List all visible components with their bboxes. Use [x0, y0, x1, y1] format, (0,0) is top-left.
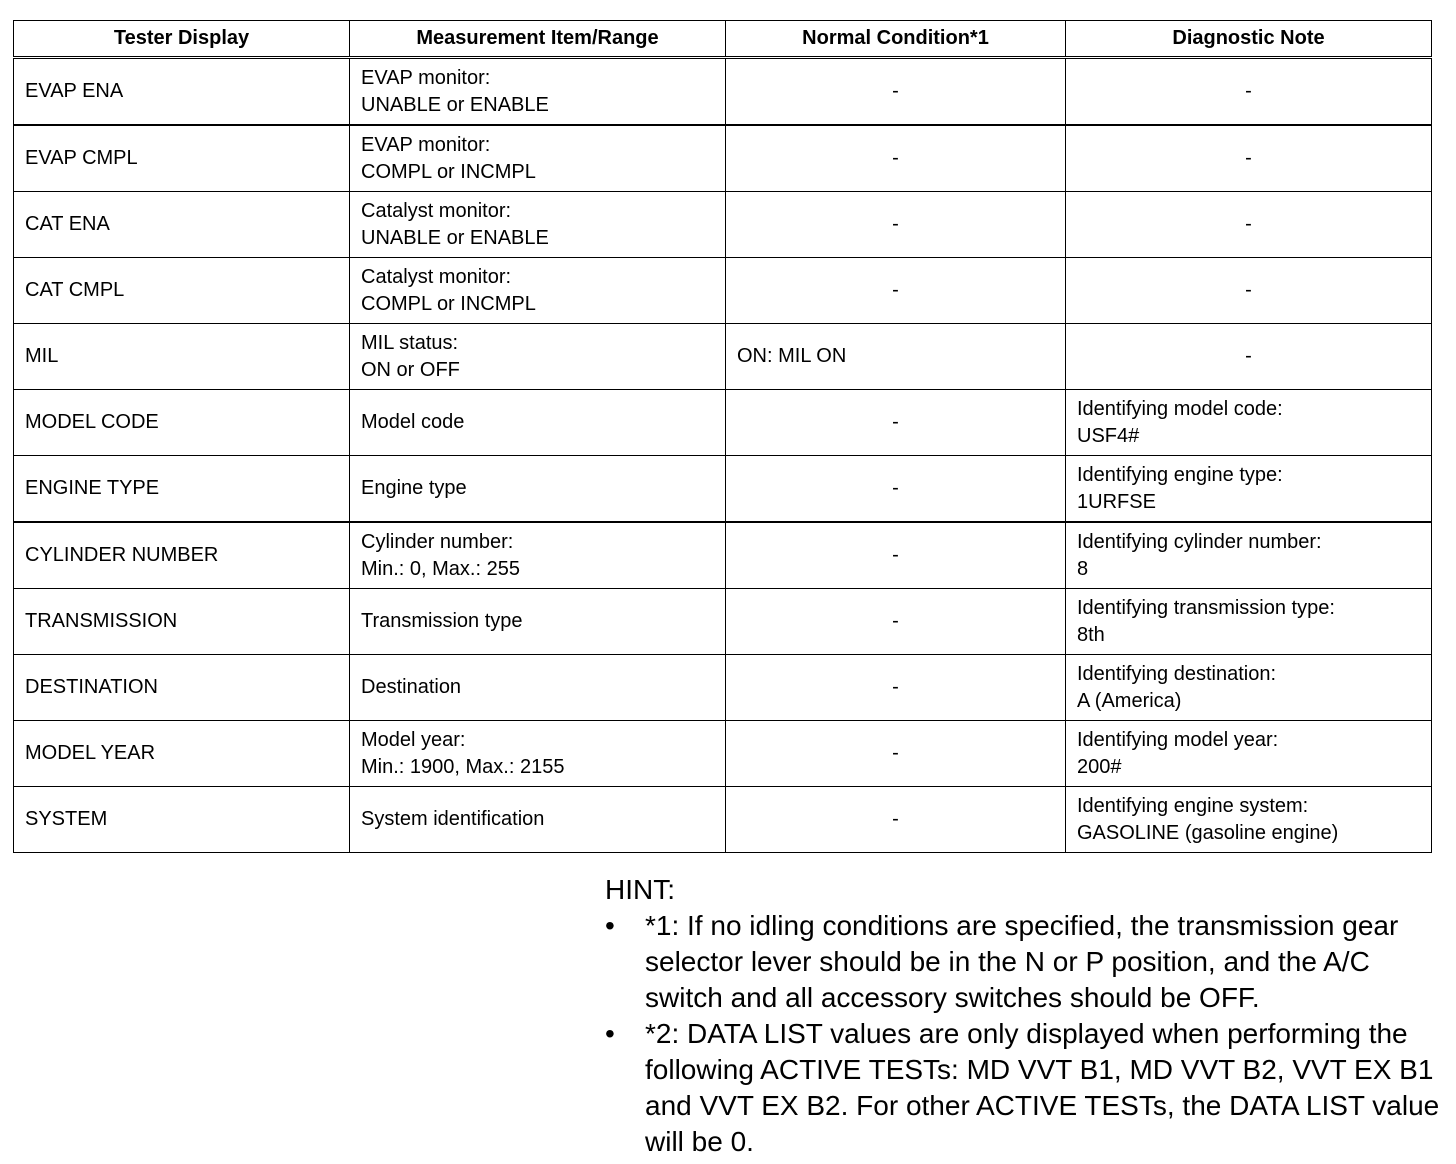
- table-row: [14, 125, 1432, 192]
- measurement-cell: Cylinder number: Min.: 0, Max.: 255: [350, 522, 726, 589]
- tester-display-cell: MODEL CODE: [14, 390, 350, 456]
- normal-condition-cell: -: [726, 522, 1066, 589]
- normal-condition-cell: -: [726, 456, 1066, 523]
- measurement-cell: Destination: [350, 655, 726, 721]
- diagnostic-note-cell: -: [1066, 125, 1432, 192]
- tester-display-cell: DESTINATION: [14, 655, 350, 721]
- tester-display-cell: SYSTEM: [14, 787, 350, 853]
- measurement-cell: MIL status: ON or OFF: [350, 324, 726, 390]
- header-diagnostic-note: Diagnostic Note: [1066, 21, 1432, 58]
- normal-condition-cell: -: [726, 192, 1066, 258]
- measurement-cell: EVAP monitor: UNABLE or ENABLE: [350, 58, 726, 126]
- diagnostic-note-cell: Identifying model code: USF4#: [1066, 390, 1432, 456]
- tester-display-cell: ENGINE TYPE: [14, 456, 350, 523]
- diagnostic-note-cell: -: [1066, 192, 1432, 258]
- diagnostic-note-cell: Identifying engine type: 1URFSE: [1066, 456, 1432, 523]
- measurement-cell: Model code: [350, 390, 726, 456]
- table-row: [14, 721, 1432, 787]
- table-row: [14, 192, 1432, 258]
- hint-item: [605, 908, 1445, 1016]
- bullet-icon: •: [605, 1018, 615, 1049]
- tester-display-cell: CAT ENA: [14, 192, 350, 258]
- normal-condition-cell: ON: MIL ON: [726, 324, 1066, 390]
- table-row: [14, 787, 1432, 853]
- header-normal-condition: Normal Condition*1: [726, 21, 1066, 58]
- measurement-cell: EVAP monitor: COMPL or INCMPL: [350, 125, 726, 192]
- header-tester-display: Tester Display: [14, 21, 350, 58]
- normal-condition-cell: -: [726, 258, 1066, 324]
- hint-text: *2: DATA LIST values are only displayed when performing the following ACTIVE TESTs: MD VVT B1, MD VVT B2, VVT EX B1 and VVT EX B2. For other ACTIVE TESTs, the DATA LIST value will be 0.: [645, 1018, 1440, 1157]
- bullet-icon: •: [605, 910, 615, 941]
- measurement-cell: Model year: Min.: 1900, Max.: 2155: [350, 721, 726, 787]
- table-row: [14, 324, 1432, 390]
- table-row: [14, 589, 1432, 655]
- diagnostic-note-cell: -: [1066, 58, 1432, 126]
- hint-text: *1: If no idling conditions are specified, the transmission gear selector lever should be in the N or P position, and the A/C switch and all accessory switches should be OFF.: [645, 910, 1399, 1013]
- data-list-table: [13, 20, 1432, 853]
- normal-condition-cell: -: [726, 589, 1066, 655]
- diagnostic-note-cell: -: [1066, 324, 1432, 390]
- diagnostic-note-cell: Identifying model year: 200#: [1066, 721, 1432, 787]
- diagnostic-note-cell: Identifying cylinder number: 8: [1066, 522, 1432, 589]
- tester-display-cell: MIL: [14, 324, 350, 390]
- table-header-row: [14, 21, 1432, 58]
- diagnostic-note-cell: Identifying transmission type: 8th: [1066, 589, 1432, 655]
- measurement-cell: System identification: [350, 787, 726, 853]
- diagnostic-note-cell: Identifying destination: A (America): [1066, 655, 1432, 721]
- tester-display-cell: MODEL YEAR: [14, 721, 350, 787]
- hint-item: [605, 1016, 1445, 1160]
- tester-display-cell: EVAP ENA: [14, 58, 350, 126]
- table-row: [14, 655, 1432, 721]
- table-row: [14, 258, 1432, 324]
- hint-list: [605, 908, 1445, 1160]
- hint-section: [605, 872, 1445, 1160]
- normal-condition-cell: -: [726, 390, 1066, 456]
- normal-condition-cell: -: [726, 58, 1066, 126]
- normal-condition-cell: -: [726, 125, 1066, 192]
- normal-condition-cell: -: [726, 655, 1066, 721]
- table-row: [14, 456, 1432, 523]
- table-row: [14, 522, 1432, 589]
- diagnostic-note-cell: -: [1066, 258, 1432, 324]
- normal-condition-cell: -: [726, 787, 1066, 853]
- tester-display-cell: CAT CMPL: [14, 258, 350, 324]
- measurement-cell: Catalyst monitor: COMPL or INCMPL: [350, 258, 726, 324]
- normal-condition-cell: -: [726, 721, 1066, 787]
- tester-display-cell: EVAP CMPL: [14, 125, 350, 192]
- table-row: [14, 390, 1432, 456]
- measurement-cell: Transmission type: [350, 589, 726, 655]
- diagnostic-note-cell: Identifying engine system: GASOLINE (gasoline engine): [1066, 787, 1432, 853]
- measurement-cell: Engine type: [350, 456, 726, 523]
- header-measurement-item: Measurement Item/Range: [350, 21, 726, 58]
- measurement-cell: Catalyst monitor: UNABLE or ENABLE: [350, 192, 726, 258]
- hint-title: HINT:: [605, 874, 675, 905]
- table-row: [14, 58, 1432, 126]
- tester-display-cell: TRANSMISSION: [14, 589, 350, 655]
- tester-display-cell: CYLINDER NUMBER: [14, 522, 350, 589]
